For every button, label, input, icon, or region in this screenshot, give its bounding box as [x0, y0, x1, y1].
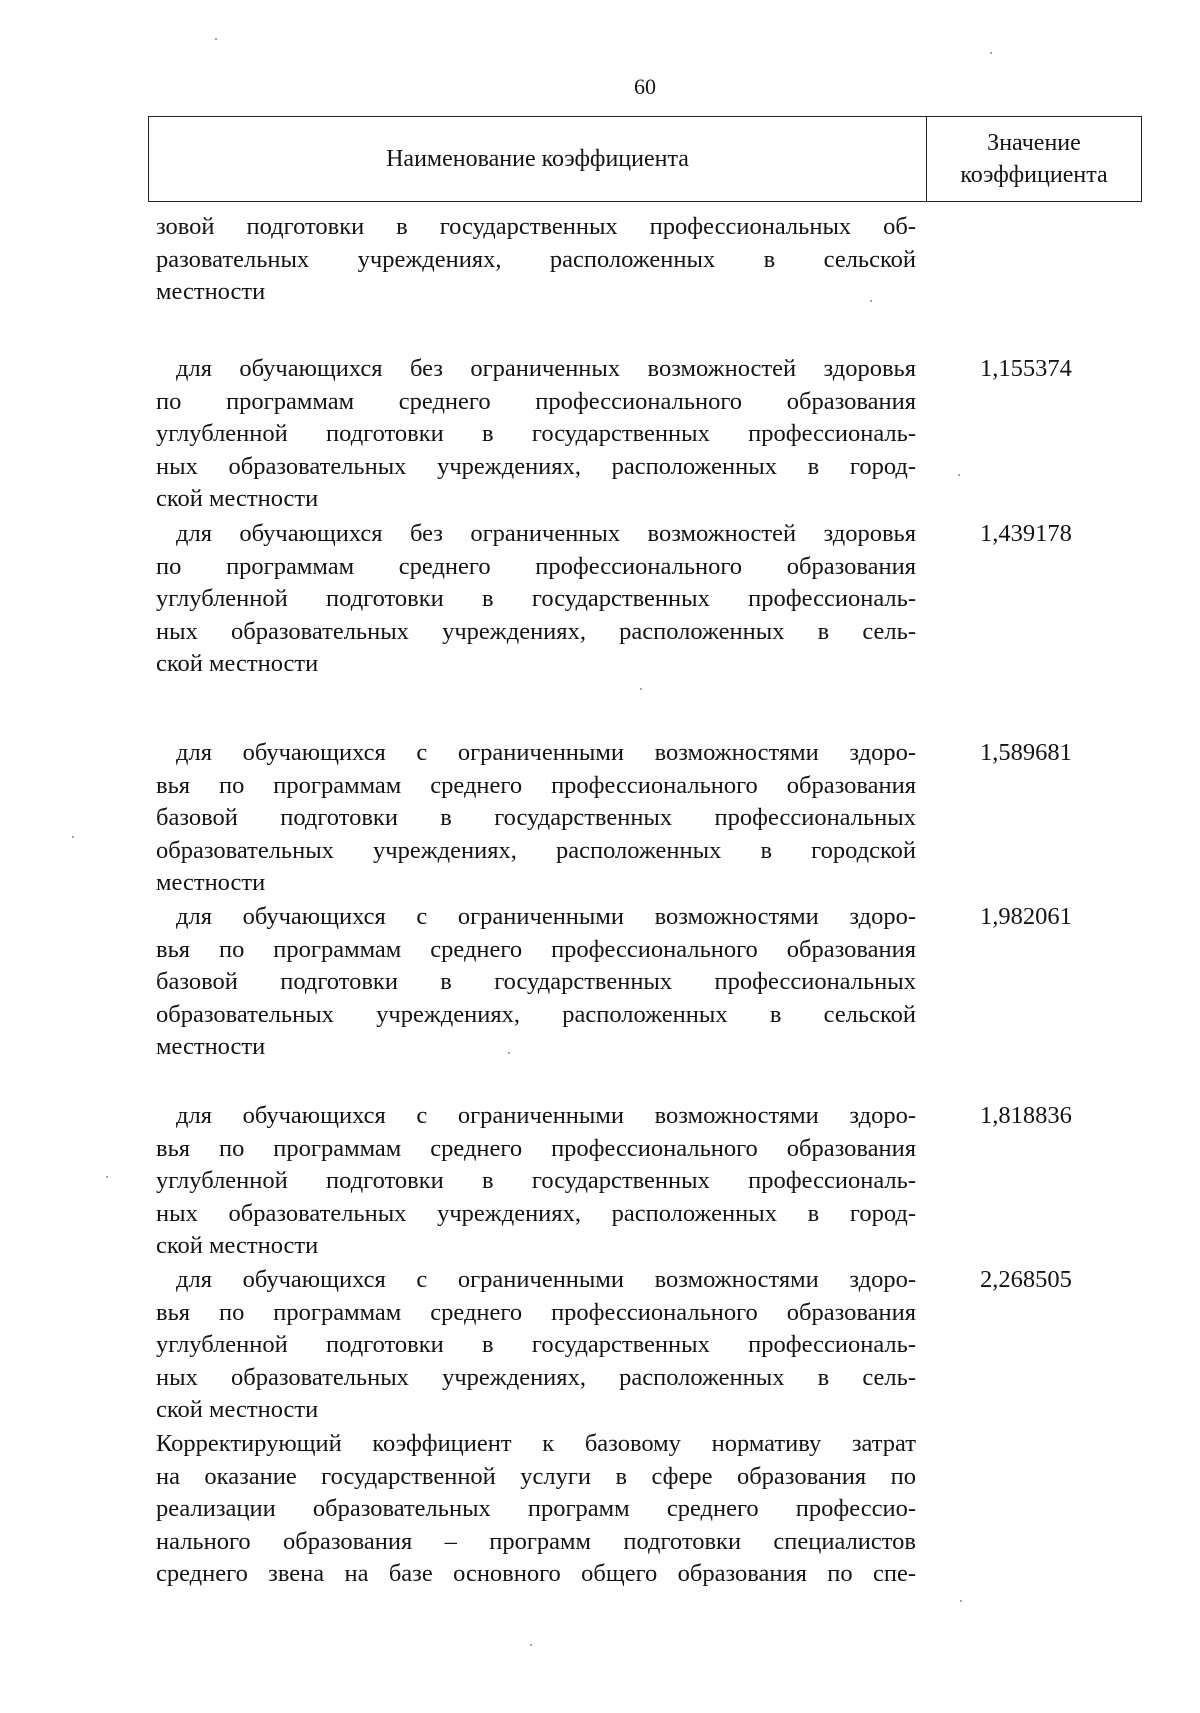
table-header [148, 116, 1142, 202]
row-1-value: 1,155374 [980, 355, 1072, 382]
row-7-line-1: на оказание государственной услуги в сфере образования по [156, 1462, 916, 1490]
row-6-line-1: вья по программам среднего профессионального образования [156, 1298, 916, 1326]
row-5-line-4: ской местности [156, 1232, 319, 1260]
row-0-line-0: зовой подготовки в государственных профессиональных об- [156, 213, 916, 240]
header-value-column [927, 117, 1141, 201]
row-3-line-3: образовательных учреждениях, расположенных в городской [156, 836, 916, 864]
row-2-line-3: ных образовательных учреждениях, расположенных в сель- [156, 617, 916, 645]
row-2-line-1: по программам среднего профессионального образования [156, 552, 916, 580]
row-3-line-0: для обучающихся с ограниченными возможностями здоро- [176, 739, 916, 766]
row-5-value: 1,818836 [980, 1102, 1072, 1129]
row-7-line-2: реализации образовательных программ среднего профессио- [156, 1495, 916, 1523]
row-4-line-0: для обучающихся с ограниченными возможностями здоро- [176, 903, 916, 930]
row-0-line-1: разовательных учреждениях, расположенных в сельской [156, 245, 916, 273]
scan-speck [508, 1052, 510, 1054]
row-0-text [156, 211, 916, 309]
row-2-text [156, 518, 916, 681]
row-2-line-2: углубленной подготовки в государственных профессиональ- [156, 585, 916, 613]
row-2-line-0: для обучающихся без ограниченных возможностей здоровья [176, 520, 916, 547]
row-3-value: 1,589681 [980, 739, 1072, 766]
row-6-line-2: углубленной подготовки в государственных профессиональ- [156, 1331, 916, 1359]
row-3-line-2: базовой подготовки в государственных профессиональных [156, 804, 916, 832]
row-2-line-4: ской местности [156, 650, 319, 678]
scan-speck [215, 38, 217, 40]
page-number: 60 [634, 74, 656, 99]
row-1-text [156, 353, 916, 516]
row-1-line-2: углубленной подготовки в государственных профессиональ- [156, 420, 916, 448]
scan-speck [72, 836, 74, 838]
scan-speck [870, 300, 872, 302]
row-7-line-4: среднего звена на базе основного общего образования по спе- [156, 1560, 916, 1588]
row-5-line-0: для обучающихся с ограниченными возможностями здоро- [176, 1102, 916, 1129]
row-6-line-3: ных образовательных учреждениях, расположенных в сель- [156, 1363, 916, 1391]
row-4-line-1: вья по программам среднего профессионального образования [156, 935, 916, 963]
row-6-text [156, 1264, 916, 1427]
row-5-line-1: вья по программам среднего профессионального образования [156, 1134, 916, 1162]
row-1-line-3: ных образовательных учреждениях, расположенных в город- [156, 452, 916, 480]
scan-speck [530, 1644, 532, 1646]
row-7-text [156, 1428, 916, 1591]
row-5-text [156, 1100, 916, 1263]
scan-speck [958, 474, 960, 476]
row-3-line-1: вья по программам среднего профессионального образования [156, 771, 916, 799]
row-0-line-2: местности [156, 278, 266, 306]
row-1-line-0: для обучающихся без ограниченных возможностей здоровья [176, 355, 916, 382]
row-4-text [156, 901, 916, 1064]
scan-speck [640, 688, 642, 690]
scan-speck [106, 1176, 108, 1178]
row-1-line-1: по программам среднего профессионального образования [156, 387, 916, 415]
row-4-line-3: образовательных учреждениях, расположенных в сельской [156, 1000, 916, 1028]
scan-speck [990, 52, 992, 54]
header-value-line1: Значение [987, 130, 1081, 156]
header-value-line2: коэффициента [960, 162, 1108, 188]
row-5-line-2: углубленной подготовки в государственных профессиональ- [156, 1167, 916, 1195]
scan-speck [960, 1600, 962, 1602]
row-1-line-4: ской местности [156, 485, 319, 513]
row-6-value: 2,268505 [980, 1266, 1072, 1293]
row-3-text [156, 737, 916, 900]
row-4-value: 1,982061 [980, 903, 1072, 930]
row-5-line-3: ных образовательных учреждениях, расположенных в город- [156, 1199, 916, 1227]
row-6-line-0: для обучающихся с ограниченными возможностями здоро- [176, 1266, 916, 1293]
row-7-line-3: нального образования – программ подготовки специалистов [156, 1527, 916, 1555]
row-6-line-4: ской местности [156, 1396, 319, 1424]
row-7-line-0: Корректирующий коэффициент к базовому нормативу затрат [156, 1430, 916, 1457]
row-4-line-4: местности [156, 1033, 266, 1061]
row-2-value: 1,439178 [980, 520, 1072, 547]
header-name-column: Наименование коэффициента [149, 117, 927, 201]
row-3-line-4: местности [156, 869, 266, 897]
row-4-line-2: базовой подготовки в государственных профессиональных [156, 968, 916, 996]
